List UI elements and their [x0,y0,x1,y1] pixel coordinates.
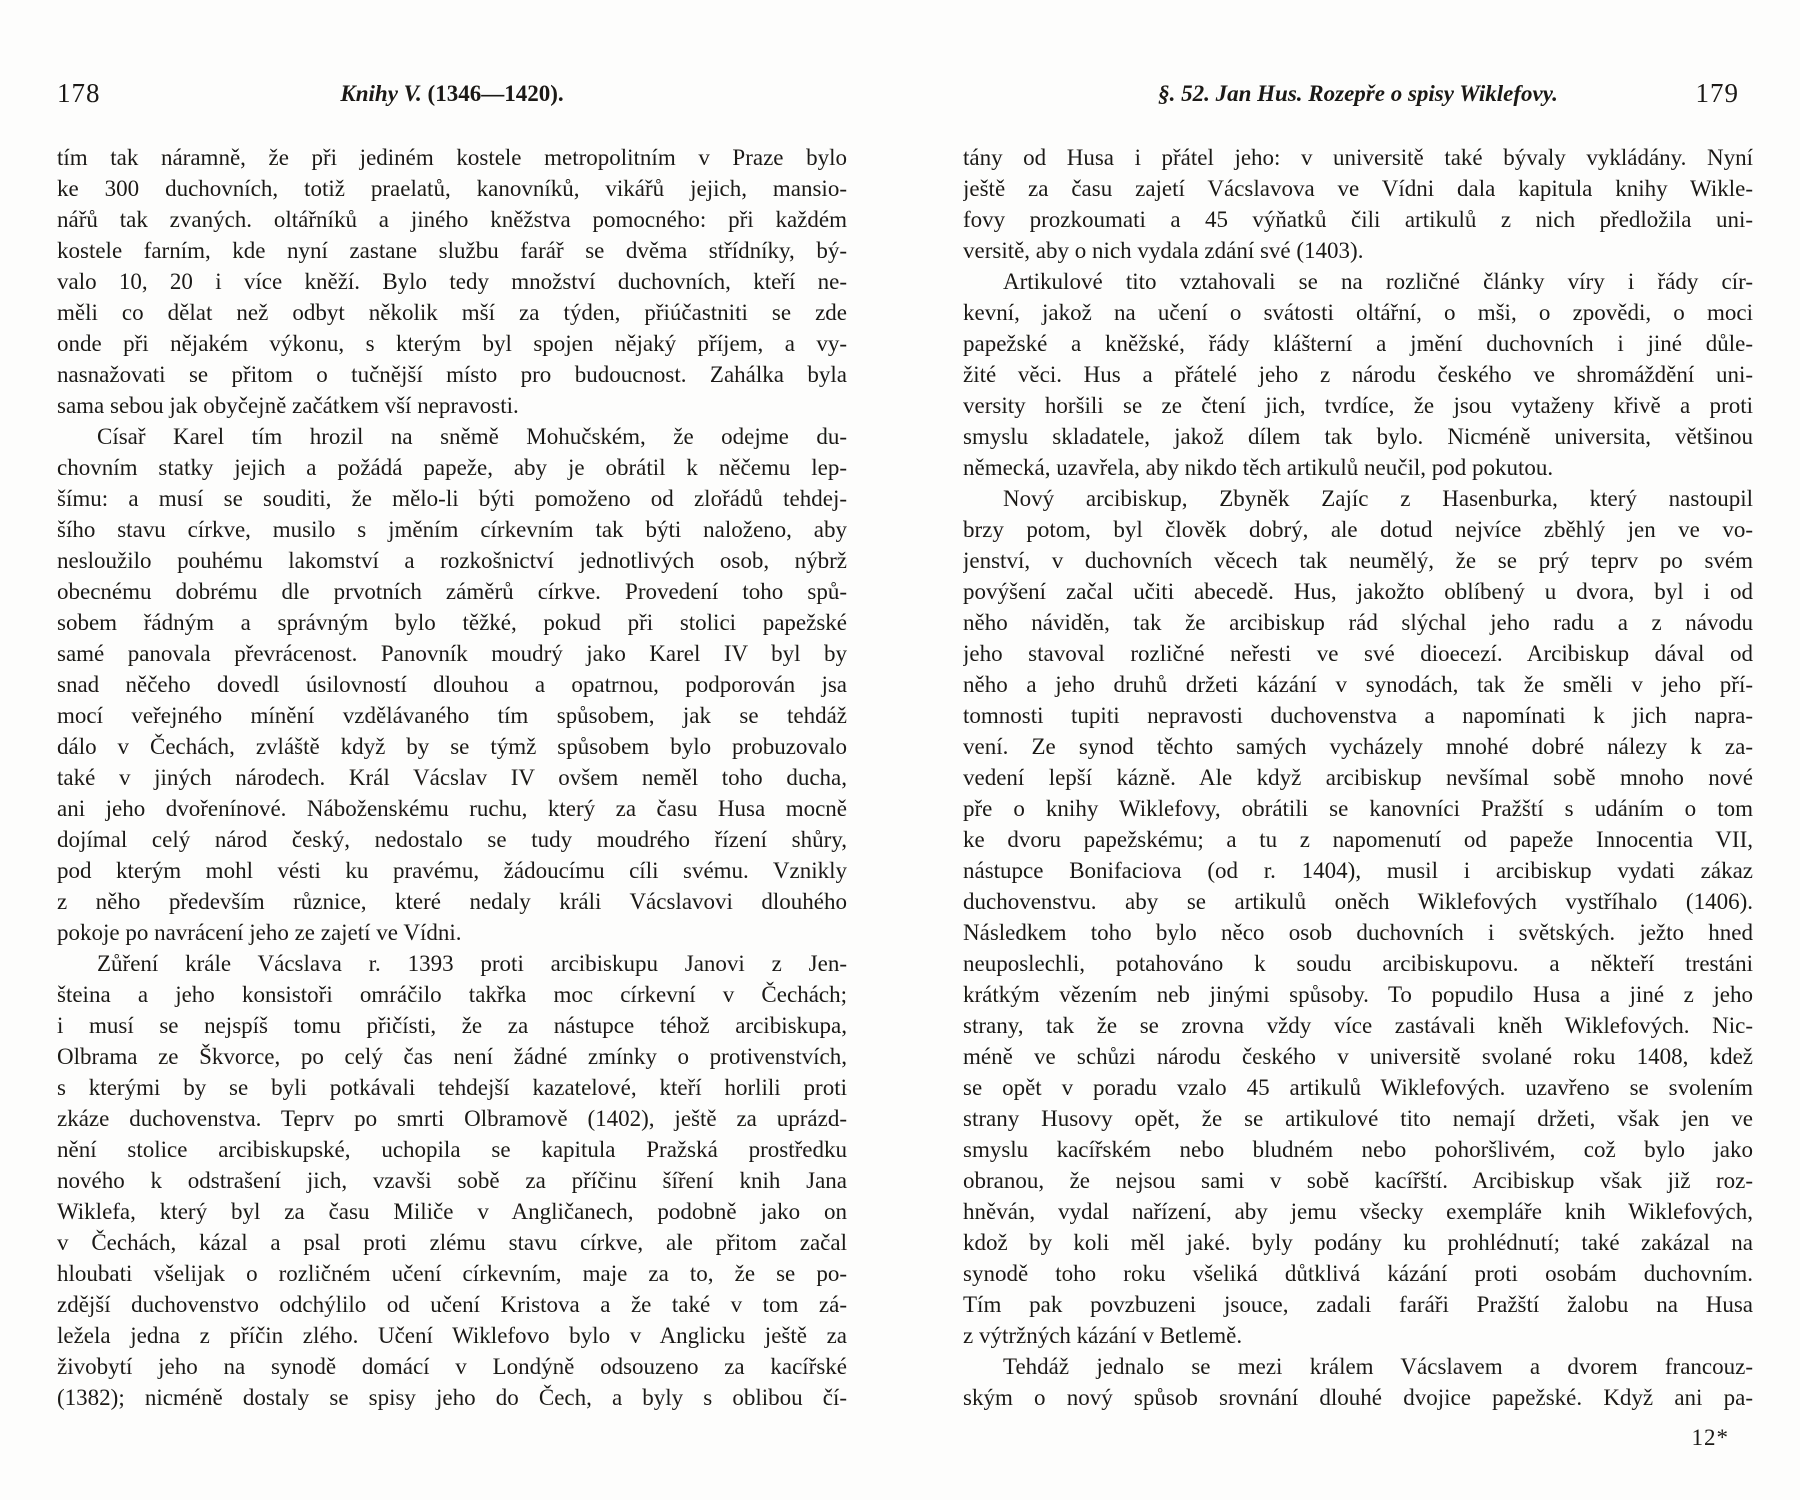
text-line: neuposlechli, potahováno k soudu arcibiskupovu. a někteří trestáni [963,951,1753,976]
text-line: měli co dělat než odbyt několik mší za týden, přiúčastniti se zde [57,300,847,325]
text-line: krátkým vězením neb jinými spůsoby. To popudilo Husa a jiné z jeho [963,982,1753,1007]
running-head-left [57,78,847,114]
running-title-left-italic: Knihy V. [340,81,422,106]
running-title-left-dates: (1346—1420). [421,81,564,106]
text-line: pokoje po navrácení jeho ze zajetí ve Vídni. [57,920,462,945]
text-line: versitě, aby o nich vydala zdání své (1403). [963,238,1364,263]
text-line: dálo v Čechách, zvláště když by se týmž spůsobem bylo probuzovalo [57,734,847,759]
text-line: kdož by koli měl jaké. byly podány ku prohlédnutí; také zakázal na [963,1230,1753,1255]
text-line: šího stavu církve, musilo s jměním církevním tak býti naloženo, aby [57,517,847,542]
text-line: chovním statky jejich a požádá papeže, aby je obrátil k něčemu lep- [57,455,847,480]
text-line: Artikulové tito vztahovali se na rozličné články víry i řády cír- [1003,269,1753,294]
text-line: smyslu kacířském nebo bludném nebo pohoršlivém, což bylo jako [963,1137,1753,1162]
text-line: ani jeho dvořenínové. Náboženskému ruchu, který za času Husa mocně [57,796,847,821]
text-line: nasnažovati se přitom o tučnější místo pro budoucnost. Zahálka byla [57,362,847,387]
text-line: versity horšili se ze čtení jich, tvrdíce, že jsou vytaženy křivě a proti [963,393,1753,418]
text-line: Následkem toho bylo něco osob duchovních i světských. ježto hned [963,920,1753,945]
text-line: zdější duchovenstvo odchýlilo od učení Kristova a že také v tom zá- [57,1292,847,1317]
text-line: snad něčeho dovedl úsilovností dlouhou a opatrnou, podporován jsa [57,672,847,697]
text-line: tím tak náramně, že při jediném kostele metropolitním v Praze bylo [57,145,847,170]
text-line: německá, uzavřela, aby nikdo těch artikulů neučil, pod pokutou. [963,455,1554,480]
text-line: nářů tak zvaných. oltářníků a jiného kněžstva pomocného: při každém [57,207,847,232]
text-line: pře o knihy Wiklefovy, obrátili se kanovníci Pražští s udáním o tom [963,796,1753,821]
running-title-left [57,78,847,107]
text-line: méně ve schůzi národu českého v universitě svolané roku 1408, kdež [963,1044,1753,1069]
text-line: kostele farním, kde nyní zastane službu farář se dvěma střídníky, bý- [57,238,847,263]
text-line: Tehdáž jednalo se mezi králem Vácslavem a dvorem francouz- [1003,1354,1753,1379]
text-line: papežské a kněžské, řády klášterní a jmění duchovních i jiné důle- [963,331,1753,356]
text-line: mocí veřejného mínění vzdělávaného tím spůsobem, jak se tehdáž [57,703,847,728]
text-line: šteina a jeho konsistoři omráčilo takřka moc církevní v Čechách; [57,982,847,1007]
text-column-right [963,142,1753,1413]
text-line: nesloužilo pouhému lakomství a rozkošnictví jednotlivých osob, nýbrž [57,548,847,573]
text-line: něho náviděn, tak že arcibiskup rád slýchal jeho radu a z návodu [963,610,1753,635]
signature-mark: 12* [1691,1425,1729,1450]
text-line: vedení lepší kázně. Ale když arcibiskup nevšímal sobě mnoho nové [963,765,1753,790]
page-178 [57,78,847,1413]
text-line: obecnému dobrému dle prvotních záměrů církve. Provedení toho spů- [57,579,847,604]
text-line: Olbrama ze Škvorce, po celý čas není žádné zmínky o protivenstvích, [57,1044,847,1069]
text-line: obranou, že nejsou sami v sobě kacířští. Arcibiskup však již roz- [963,1168,1753,1193]
text-line: Wiklefa, který byl za času Miliče v Angličanech, podobně jako on [57,1199,847,1224]
text-line: Nový arcibiskup, Zbyněk Zajíc z Hasenburka, který nastoupil [1003,486,1753,511]
text-line: ještě za času zajetí Vácslavova ve Vídni dala kapitula knihy Wikle- [963,176,1753,201]
running-title-right: §. 52. Jan Hus. Rozepře o spisy Wiklefovy. [1158,81,1558,106]
text-line: z výtržných kázání v Betlemě. [963,1323,1243,1348]
text-line: i musí se nejspíš tomu přičísti, že za nástupce téhož arcibiskupa, [57,1013,847,1038]
text-line: jeho stavoval rozličné neřesti ve své dioecezí. Arcibiskup dával od [963,641,1753,666]
text-line: ke dvoru papežskému; a tu z napomenutí od papeže Innocentia VII, [963,827,1753,852]
text-line: sobem řádným a správným bylo těžké, pokud při stolici papežské [57,610,847,635]
text-line: dojímal celý národ český, nedostalo se tudy moudrého řízení shůry, [57,827,847,852]
text-line: onde při nějakém výkonu, s kterým byl spojen nějaký příjem, a vy- [57,331,847,356]
text-line: Zůření krále Vácslava r. 1393 proti arcibiskupu Janovi z Jen- [97,951,847,976]
running-head-right [963,78,1753,114]
page-179 [963,78,1753,1451]
text-line: z něho především různice, které nedaly králi Vácslavovi dlouhého [57,889,847,914]
text-line: nástupce Bonifaciova (od r. 1404), musil i arcibiskup vydati zákaz [963,858,1753,883]
text-line: fovy prozkoumati a 45 výňatků čili artikulů z nich předložila uni- [963,207,1753,232]
text-line: něho a jeho druhů držeti kázání v synodách, tak že směli v jeho pří- [963,672,1753,697]
text-line: vení. Ze synod těchto samých vycházely mnohé dobré nálezy k za- [963,734,1753,759]
text-line: také v jiných národech. Král Vácslav IV ovšem neměl toho ducha, [57,765,847,790]
text-line: jenství, v duchovních věcech tak neumělý, že se prý teprv po svém [963,548,1753,573]
text-line: synodě toho roku všeliká důtklivá kázání proti osobám duchovním. [963,1261,1753,1286]
text-line: v Čechách, kázal a psal proti zlému stavu církve, ale přitom začal [57,1230,847,1255]
text-line: duchovenstvu. aby se artikulů oněch Wiklefových vystříhalo (1406). [963,889,1753,914]
text-line: pod kterým mohl vésti ku pravému, žádoucímu cíli svému. Vznikly [57,858,847,883]
text-line: sama sebou jak obyčejně začátkem vší nepravosti. [57,393,519,418]
text-column-left [57,142,847,1413]
text-line: šímu: a musí se souditi, že mělo-li býti pomoženo od zlořádů tehdej- [57,486,847,511]
text-line: smyslu skladatele, jakož dílem tak bylo. Nicméně universita, většinou [963,424,1753,449]
text-line: brzy potom, byl člověk dobrý, ale dotud nejvíce zběhlý jen ve vo- [963,517,1753,542]
text-line: ležela jedna z příčin zlého. Učení Wiklefovo bylo v Anglicku ještě za [57,1323,847,1348]
text-line: žité věci. Hus a přátelé jeho z národu českého ve shromáždění uni- [963,362,1753,387]
text-line: tány od Husa i přátel jeho: v universitě také bývaly vykládány. Nyní [963,145,1753,170]
text-line: Tím pak povzbuzeni jsouce, zadali faráři Pražští žalobu na Husa [963,1292,1753,1317]
page-number-right: 179 [1695,78,1739,108]
text-line: tomnosti tupiti nepravosti duchovenstva a napomínati k jich napra- [963,703,1753,728]
text-line: živobytí jeho na synodě domácí v Londýně odsouzeno za kacířské [57,1354,847,1379]
text-line: se opět v poradu vzalo 45 artikulů Wiklefových. uzavřeno se svolením [963,1075,1753,1100]
text-line: samé panovala převrácenost. Panovník moudrý jako Karel IV byl by [57,641,847,666]
text-line: ským o nový spůsob srovnání dlouhé dvojice papežské. Když ani pa- [963,1385,1753,1410]
text-line: nění stolice arcibiskupské, uchopila se kapitula Pražská prostředku [57,1137,847,1162]
text-line: kevní, jakož na učení o svátosti oltářní, o mši, o zpovědi, o moci [963,300,1753,325]
text-line: zkáze duchovenstva. Teprv po smrti Olbramově (1402), ještě za uprázd- [57,1106,847,1131]
text-line: (1382); nicméně dostaly se spisy jeho do Čech, a byly s oblibou čí- [57,1385,847,1410]
text-line: nového k odstrašení jich, vzavši sobě za příčinu šíření knih Jana [57,1168,847,1193]
text-line: Císař Karel tím hrozil na sněmě Mohučském, že odejme du- [97,424,847,449]
text-line: valo 10, 20 i více kněží. Bylo tedy množství duchovních, kteří ne- [57,269,847,294]
text-line: strany, tak že se zrovna vždy více zastávali kněh Wiklefových. Nic- [963,1013,1753,1038]
text-line: ke 300 duchovních, totiž praelatů, kanovníků, vikářů jejich, mansio- [57,176,847,201]
text-line: povýšení začal učiti abecedě. Hus, jakožto oblíbený u dvora, byl i od [963,579,1753,604]
page-number-left: 178 [57,78,101,108]
text-line: strany Husovy opět, že se artikulové tito nemají držeti, však jen ve [963,1106,1753,1131]
text-line: hloubati všelijak o rozličném učení církevním, maje za to, že se po- [57,1261,847,1286]
text-line: s kterými by se byli potkávali tehdejší kazatelové, kteří horlili proti [57,1075,847,1100]
text-line: hněván, vydal nařízení, aby jemu všecky exempláře knih Wiklefových, [963,1199,1753,1224]
